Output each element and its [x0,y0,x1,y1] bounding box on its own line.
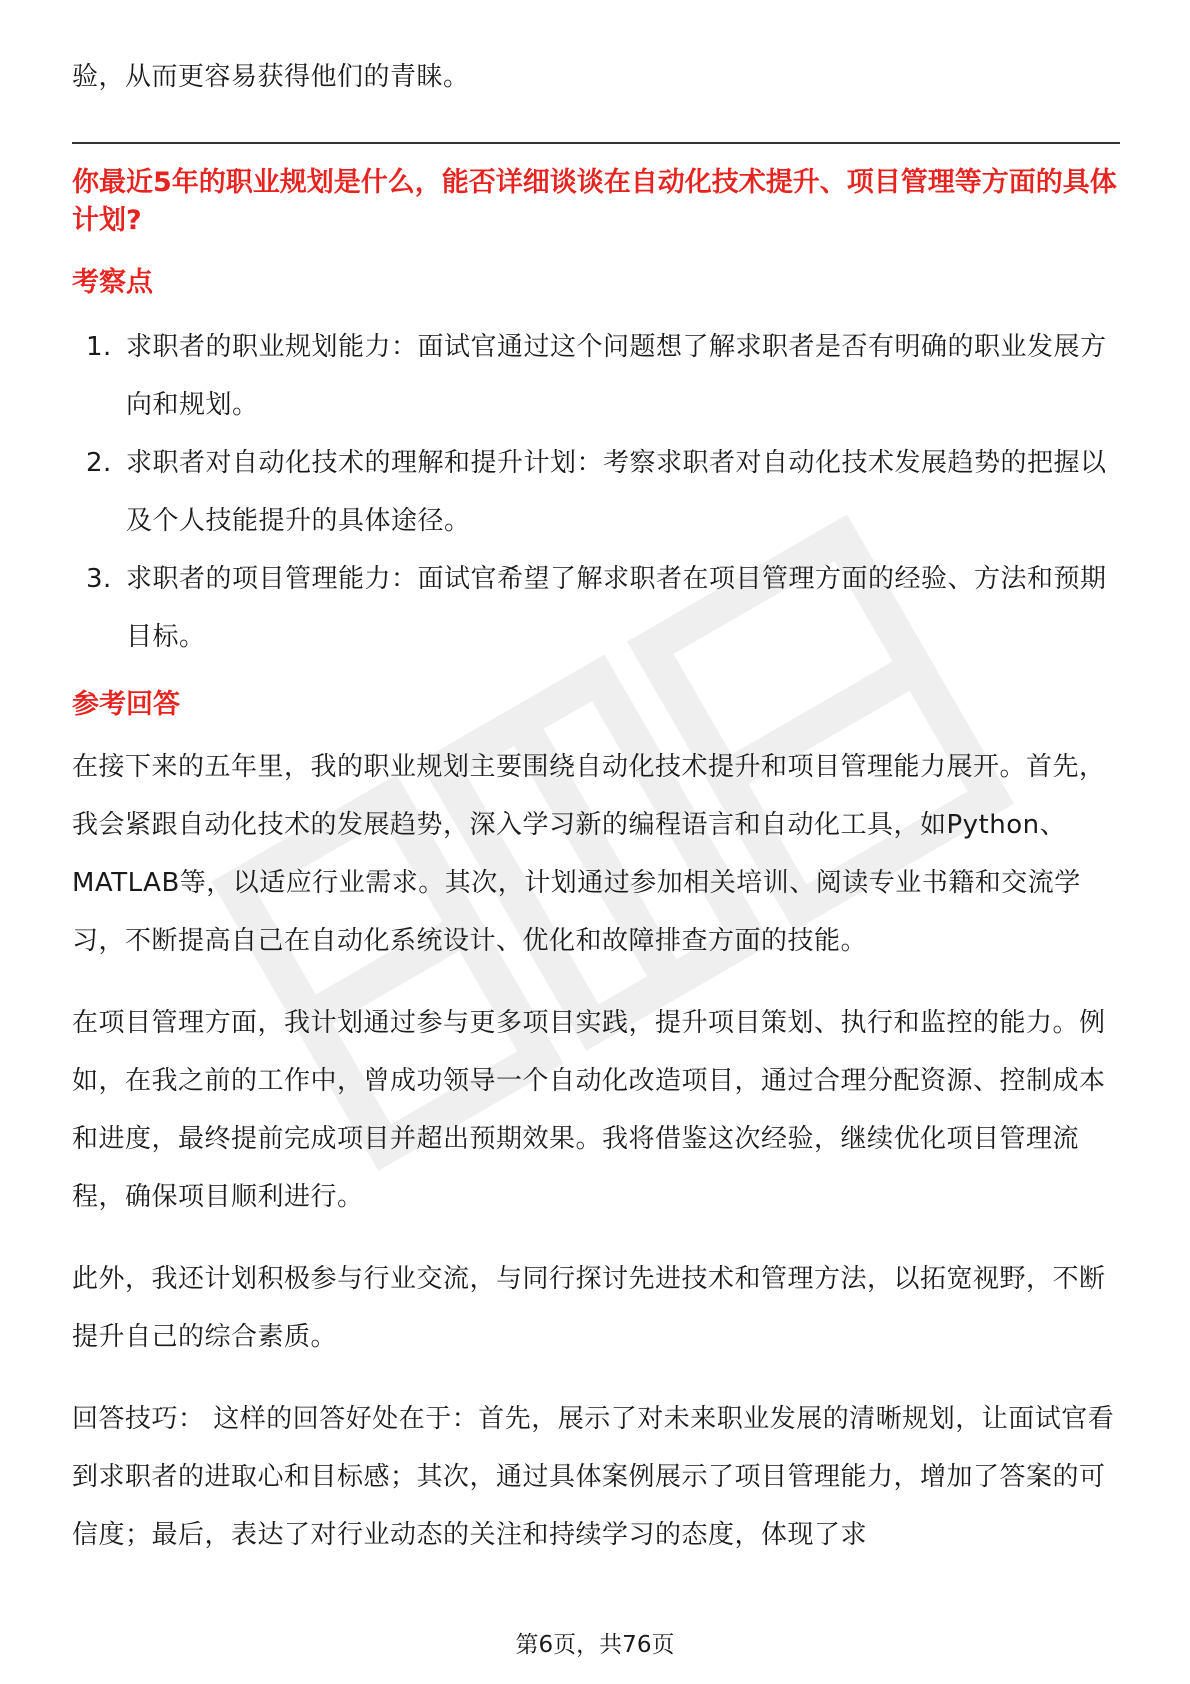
list-item-text: 求职者对自动化技术的理解和提升计划：考察求职者对自动化技术发展趋势的把握以及个人技能提升的具体途径。 [126,448,1107,536]
page-number-footer: 第6页，共76页 [515,1632,675,1658]
focus-section-title: 考察点 [72,267,153,298]
answer-section-title: 参考回答 [72,689,180,720]
answer-tips-paragraph: 回答技巧： 这样的回答好处在于：首先，展示了对未来职业发展的清晰规划，让面试官看到求职者的进取心和目标感；其次，通过具体案例展示了项目管理能力，增加了答案的可信度；最后，表达了对行业动态的关注和持续学习的态度，体现了求 [72,1404,1115,1550]
focus-list [72,318,1120,666]
list-item [72,318,1120,434]
answer-paragraph: 此外，我还计划积极参与行业交流，与同行探讨先进技术和管理方法，以拓宽视野，不断提升自己的综合素质。 [72,1264,1106,1352]
answer-paragraph: 在项目管理方面，我计划通过参与更多项目实践，提升项目策划、执行和监控的能力。例如，在我之前的工作中，曾成功领导一个自动化改造项目，通过合理分配资源、控制成本和进度，最终提前完成项目并超出预期效果。我将借鉴这次经验，继续优化项目管理流程，确保项目顺利进行。 [72,1008,1106,1212]
intro-tail-text: 验，从而更容易获得他们的青睐。 [72,62,470,92]
list-item-number: 1. [86,332,112,362]
section-divider [72,142,1120,144]
answer-paragraph: 在接下来的五年里，我的职业规划主要围绕自动化技术提升和项目管理能力展开。首先，我会紧跟自动化技术的发展趋势，深入学习新的编程语言和自动化工具，如Python、MATLAB等，以适应行业需求。其次，计划通过参加相关培训、阅读专业书籍和交流学习，不断提高自己在自动化系统设计、优化和故障排查方面的技能。 [72,752,1106,956]
list-item [72,434,1120,550]
list-item-text: 求职者的项目管理能力：面试官希望了解求职者在项目管理方面的经验、方法和预期目标。 [126,564,1107,652]
list-item-number: 3. [86,564,112,594]
list-item [72,550,1120,666]
list-item-text: 求职者的职业规划能力：面试官通过这个问题想了解求职者是否有明确的职业发展方向和规划。 [126,332,1107,420]
page-content [72,60,1120,1564]
list-item-number: 2. [86,448,112,478]
question-heading: 你最近5年的职业规划是什么，能否详细谈谈在自动化技术提升、项目管理等方面的具体计划? [72,167,1117,236]
